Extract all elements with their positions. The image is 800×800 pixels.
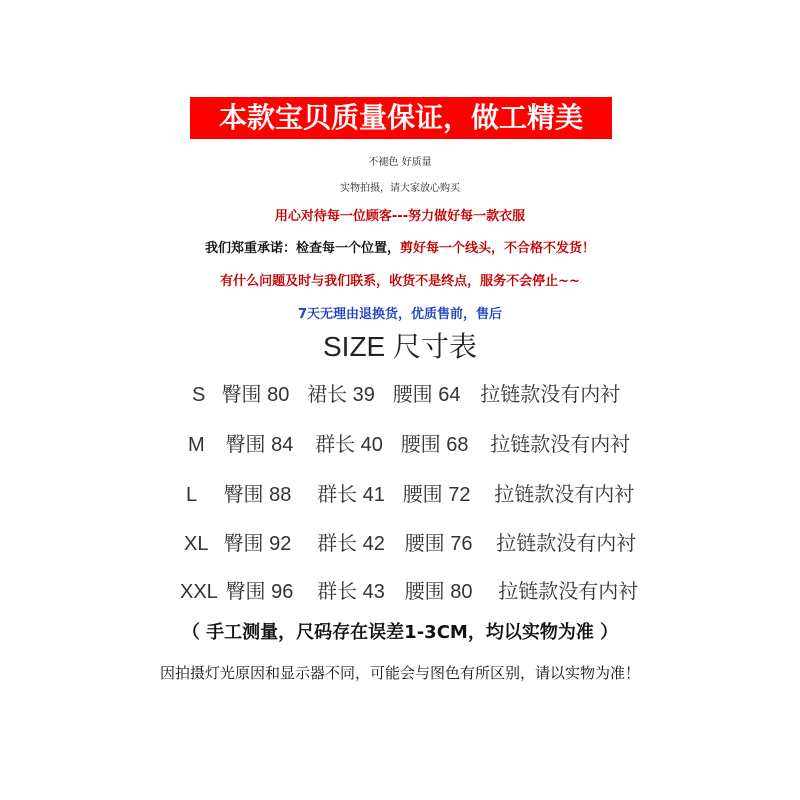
- measurement-note: （ 手工测量，尺码存在误差1-3CM，均以实物为准 ）: [181, 622, 619, 643]
- length-value: 裙长 39: [307, 384, 375, 406]
- attentive-service-line: 用心对待每一位顾客---努力做好每一款衣服: [274, 209, 526, 224]
- promise-line: [0, 237, 800, 256]
- size-row-xl: [184, 527, 636, 556]
- size-row-m: [188, 428, 630, 457]
- length-value: 群长 43: [317, 581, 385, 603]
- return-policy-line: 7天无理由退换货，优质售前，售后: [297, 307, 503, 322]
- size-row-xxl: [180, 575, 638, 604]
- contact-line: 有什么问题及时与我们联系，收货不是终点，服务不会停止~~: [220, 274, 580, 289]
- color-disclaimer: 因拍摄灯光原因和显示器不同，可能会与图色有所区别，请以实物为准！: [159, 664, 640, 682]
- hip-value: 臀围 88: [223, 484, 292, 506]
- promise-check: 检查每一个位置，: [295, 241, 400, 256]
- length-value: 群长 41: [317, 484, 385, 506]
- hip-value: 臀围 92: [223, 533, 292, 555]
- promise-cut: 剪好每一个线头，: [400, 241, 505, 256]
- waist-value: 腰围 72: [402, 484, 471, 506]
- length-value: 群长 40: [315, 434, 383, 456]
- size-table-title: SIZE 尺寸表: [322, 331, 477, 362]
- size-label: XXL: [180, 581, 218, 603]
- no-fade-line: 不褪色 好质量: [368, 157, 432, 168]
- hip-value: 臀围 80: [221, 384, 290, 406]
- size-label: M: [188, 434, 205, 456]
- size-label: XL: [184, 533, 209, 555]
- size-row-l: [186, 478, 634, 507]
- hip-value: 臀围 96: [225, 581, 294, 603]
- lining-note: 拉链款没有内衬: [498, 581, 639, 603]
- lining-note: 拉链款没有内衬: [480, 384, 621, 406]
- hip-value: 臀围 84: [225, 434, 294, 456]
- waist-value: 腰围 64: [392, 384, 461, 406]
- size-row-s: [192, 378, 620, 407]
- waist-value: 腰围 68: [400, 434, 469, 456]
- lining-note: 拉链款没有内衬: [490, 434, 631, 456]
- size-label: S: [192, 384, 206, 406]
- real-photo-line: 实物拍摄，请大家放心购买: [340, 183, 460, 194]
- waist-value: 腰围 76: [404, 533, 473, 555]
- quality-banner: 本款宝贝质量保证，做工精美: [190, 97, 612, 139]
- lining-note: 拉链款没有内衬: [494, 484, 635, 506]
- lining-note: 拉链款没有内衬: [496, 533, 637, 555]
- promise-reject: 不合格不发货！: [504, 241, 596, 256]
- length-value: 群长 42: [317, 533, 385, 555]
- size-label: L: [186, 484, 198, 506]
- promise-label: 我们郑重承诺：: [204, 241, 296, 256]
- waist-value: 腰围 80: [404, 581, 473, 603]
